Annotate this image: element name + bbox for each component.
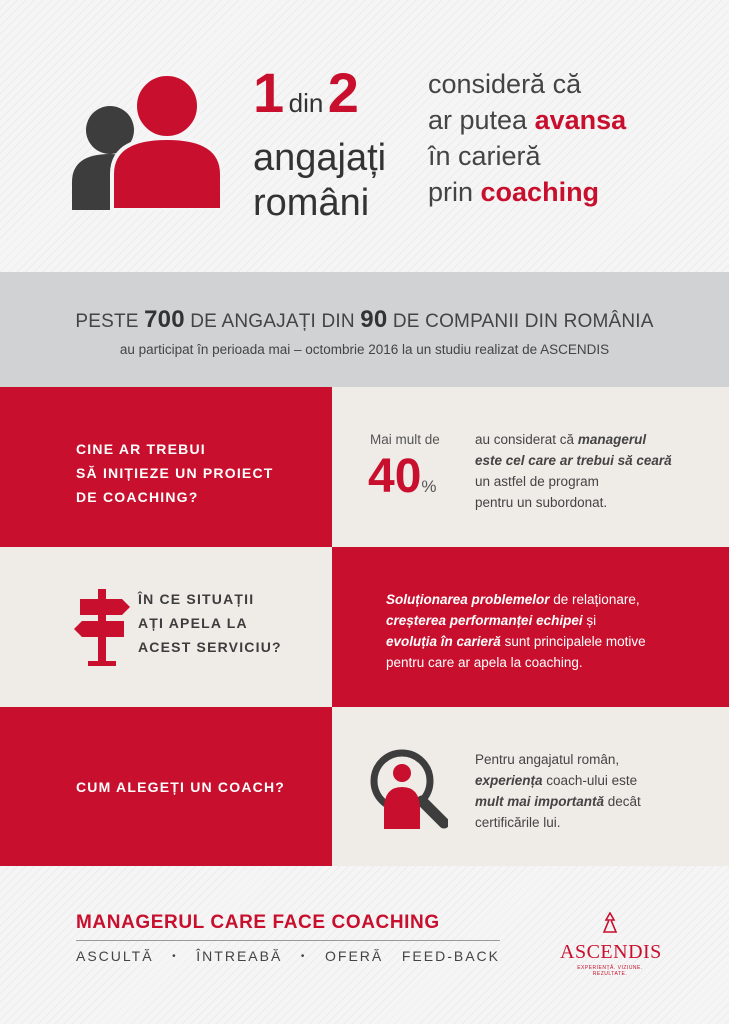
q3-question-panel <box>0 707 332 867</box>
q1-answer-line-4: pentru un subordonat. <box>475 495 608 510</box>
study-subtitle: au participat în perioada mai – octombrie 2016 la un studiu realizat de ASCENDIS <box>119 342 610 357</box>
q2-question <box>138 587 282 659</box>
q2-text-2: și <box>582 613 597 628</box>
q3-em-experience: experiența <box>475 773 543 788</box>
keyword-intreaba: ÎNTREABĂ <box>196 948 283 964</box>
keyword-separator: • <box>300 951 307 962</box>
q2-answer-line-3 <box>386 631 716 652</box>
logo-emblem-icon <box>600 912 620 934</box>
q2-em-problems: Soluționarea problemelor <box>386 592 550 607</box>
study-employees-count: 700 <box>144 306 185 333</box>
q2-line-3: ACEST SERVICIU? <box>138 639 282 655</box>
q3-answer-panel <box>332 707 729 867</box>
tagline-accent-avansa: avansa <box>534 105 627 135</box>
q1-line-1: CINE AR TREBUI <box>76 441 206 457</box>
q1-value: 40 <box>368 450 422 503</box>
people-icon <box>72 70 222 210</box>
stat-number-one: 1 <box>253 61 285 124</box>
q2-answer <box>386 589 716 673</box>
footer-section <box>0 866 729 1024</box>
keyword-feedback: FEED-BACK <box>401 948 500 964</box>
stat-number-two: 2 <box>327 61 359 124</box>
keyword-ofera: OFERĂ <box>325 948 384 964</box>
footer-title: MANAGERUL CARE FACE COACHING <box>76 912 440 933</box>
q3-answer-line-2 <box>475 770 715 791</box>
tagline-line-1: consideră că <box>428 69 582 99</box>
q3-text-3: decât <box>604 794 641 809</box>
q2-em-performance: creșterea performanței echipei <box>386 613 583 628</box>
q2-answer-line-1 <box>386 589 716 610</box>
q3-question: CUM ALEGEȚI UN COACH? <box>76 779 286 795</box>
tagline-line-2-text: ar putea <box>428 105 535 135</box>
keyword-asculta: ASCULTĂ <box>76 948 154 964</box>
hero-section <box>0 0 729 272</box>
keyword-separator: • <box>172 951 178 962</box>
headline-stat <box>253 61 423 226</box>
tagline-accent-coaching: coaching <box>480 177 600 207</box>
q3-answer-line-4: certificările lui. <box>475 815 561 830</box>
q1-answer-line-3: un astfel de program <box>475 474 599 489</box>
logo-name: ASCENDIS <box>560 941 662 963</box>
q1-percentage <box>368 449 437 504</box>
study-band <box>0 272 729 387</box>
logo-motto: EXPERIENȚĂ. VIZIUNE. REZULTATE. <box>577 965 643 977</box>
study-pre: PESTE <box>75 311 145 332</box>
signpost-icon <box>74 587 130 667</box>
stat-word-din: din <box>288 88 324 118</box>
study-companies-count: 90 <box>360 306 388 333</box>
q3-em-important: mult mai importantă <box>475 794 605 809</box>
q2-answer-line-4: pentru care ar apela la coaching. <box>386 655 583 670</box>
stat-word-angajati: angajați <box>253 137 387 179</box>
q2-em-career: evoluția în carieră <box>386 634 501 649</box>
tagline-line-4 <box>428 174 626 210</box>
q1-em-request: este cel care ar trebui să ceară <box>475 453 672 468</box>
q2-text-1: de relaționare, <box>549 592 640 607</box>
magnifier-person-icon <box>368 747 448 829</box>
q3-answer-line-1: Pentru angajatul român, <box>475 752 620 767</box>
study-headline <box>0 306 729 334</box>
q1-answer-line-1 <box>475 429 715 450</box>
study-mid: DE ANGAJAȚI DIN <box>184 311 361 332</box>
q3-answer <box>475 749 715 833</box>
headline-tagline <box>428 66 626 210</box>
q1-line-3: DE COACHING? <box>76 489 199 505</box>
q1-answer-panel <box>332 387 729 547</box>
study-post: DE COMPANII DIN ROMÂNIA <box>387 311 654 332</box>
ascendis-logo <box>560 912 660 977</box>
q2-text-3: sunt principalele motive <box>500 634 646 649</box>
q2-line-2: AȚI APELA LA <box>138 615 248 631</box>
footer-keywords <box>76 948 500 966</box>
q3-answer-line-3 <box>475 791 715 812</box>
q1-line-2: SĂ INIȚIEZE UN PROIECT <box>76 465 274 481</box>
q2-answer-line-2 <box>386 610 716 631</box>
q1-question <box>76 437 274 509</box>
q1-prefix: Mai mult de <box>370 432 440 447</box>
q2-question-panel <box>0 547 332 707</box>
q3-text-2: coach-ului este <box>542 773 638 788</box>
q1-em-manager: managerul <box>577 432 647 447</box>
stat-word-romani: români <box>253 182 370 224</box>
tagline-line-4-text: prin <box>428 177 481 207</box>
tagline-line-2 <box>428 102 626 138</box>
q1-answer <box>475 429 715 513</box>
q2-answer-panel <box>332 547 729 707</box>
q1-unit: % <box>421 477 437 496</box>
q1-question-panel <box>0 387 332 547</box>
footer-divider <box>76 940 500 941</box>
q1-answer-line-2 <box>475 450 715 471</box>
q2-line-1: ÎN CE SITUAȚII <box>138 591 255 607</box>
q1-text-pre: au considerat că <box>475 432 578 447</box>
tagline-line-3: în carieră <box>428 141 541 171</box>
